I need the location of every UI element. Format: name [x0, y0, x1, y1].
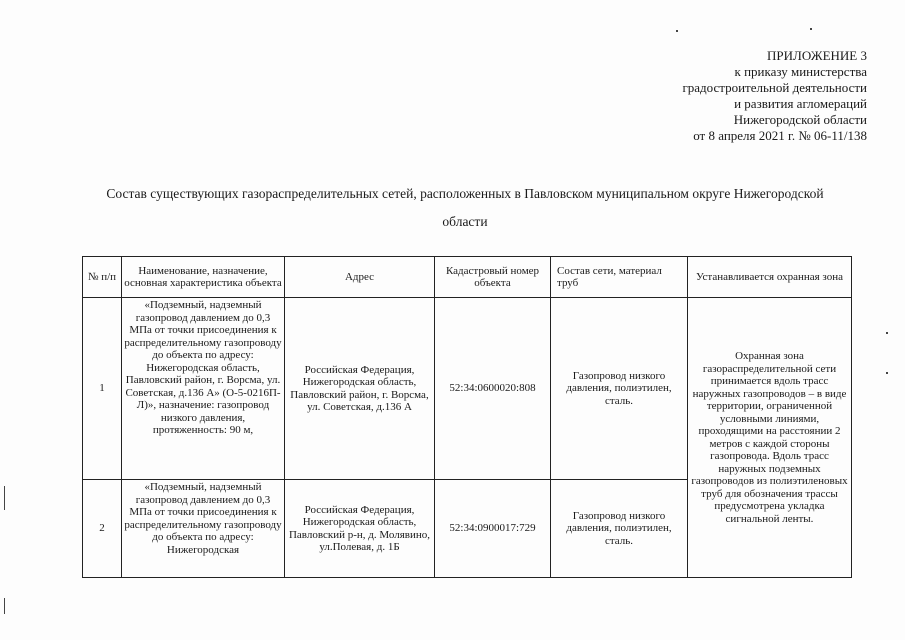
appendix-line: Нижегородской области	[733, 112, 867, 127]
column-header-cadastral: Кадастровый номер объекта	[435, 257, 551, 298]
document-title-line: Состав существующих газораспределительных сетей, расположенных в Павловском муниципальном округе Нижегородской	[106, 186, 824, 201]
row-composition: Газопровод низкого давления, полиэтилен, сталь.	[551, 298, 688, 480]
row-num: 1	[83, 298, 122, 480]
appendix-line: и развития агломераций	[734, 96, 867, 111]
appendix-order-date: от 8 апреля 2021 г. № 06-11/138	[693, 128, 867, 143]
appendix-header	[682, 48, 867, 144]
row-address: Российская Федерация, Нижегородская область, Павловский район, г. Ворсма, ул. Советская, д.136 А	[285, 298, 435, 480]
column-header-name: Наименование, назначение, основная характеристика объекта	[122, 257, 285, 298]
document-title	[60, 180, 870, 236]
document-title-line: области	[442, 214, 488, 229]
scan-artifact	[886, 332, 888, 334]
row-name-text: «Подземный, надземный газопровод давлением до 0,3 МПа от точки присоединения к распределительному газопроводу до объекта по адресу: Нижегородская область, Павловский район, г. Ворсма, ул. Советская, д.136 А» (О-5-0216П-Л)», назначение: газопровод низкого давления, протяженность: 90 м,	[124, 299, 282, 436]
gas-network-table	[82, 256, 852, 578]
row-protection-zone: Охранная зона газораспределительной сети принимается вдоль трасс наружных газопроводов – в виде территории, ограниченной условными линиями, проходящими на расстоянии 2 метров с каждой стороны газопровода. Вдоль трасс наружных подземных газопроводов из полиэтиленовых труб для обозначения трассы предусмотрена укладка сигнальной ленты.	[688, 298, 852, 578]
appendix-title: ПРИЛОЖЕНИЕ 3	[767, 48, 867, 63]
row-num: 2	[83, 480, 122, 578]
scan-artifact	[4, 598, 5, 614]
appendix-line: к приказу министерства	[734, 64, 867, 79]
row-name	[122, 480, 285, 578]
column-header-address: Адрес	[285, 257, 435, 298]
appendix-line: градостроительной деятельности	[682, 80, 867, 95]
column-header-num: № п/п	[83, 257, 122, 298]
row-address: Российская Федерация, Нижегородская область, Павловский р-н, д. Молявино, ул.Полевая, д. 1Б	[285, 480, 435, 578]
table-row	[83, 298, 852, 480]
scan-artifact	[676, 30, 678, 32]
table-header-row	[83, 257, 852, 298]
row-name-text: «Подземный, надземный газопровод давлением до 0,3 МПа от точки присоединения к распределительному газопроводу до объекта по адресу: Нижегородская	[124, 481, 282, 556]
row-cadastral: 52:34:0600020:808	[435, 298, 551, 480]
scan-artifact	[886, 372, 888, 374]
row-name	[122, 298, 285, 480]
row-cadastral: 52:34:0900017:729	[435, 480, 551, 578]
scan-artifact	[810, 28, 812, 30]
row-composition: Газопровод низкого давления, полиэтилен, сталь.	[551, 480, 688, 578]
column-header-composition: Состав сети, материал труб	[551, 257, 688, 298]
column-header-zone: Устанавливается охранная зона	[688, 257, 852, 298]
scan-artifact	[4, 486, 5, 510]
